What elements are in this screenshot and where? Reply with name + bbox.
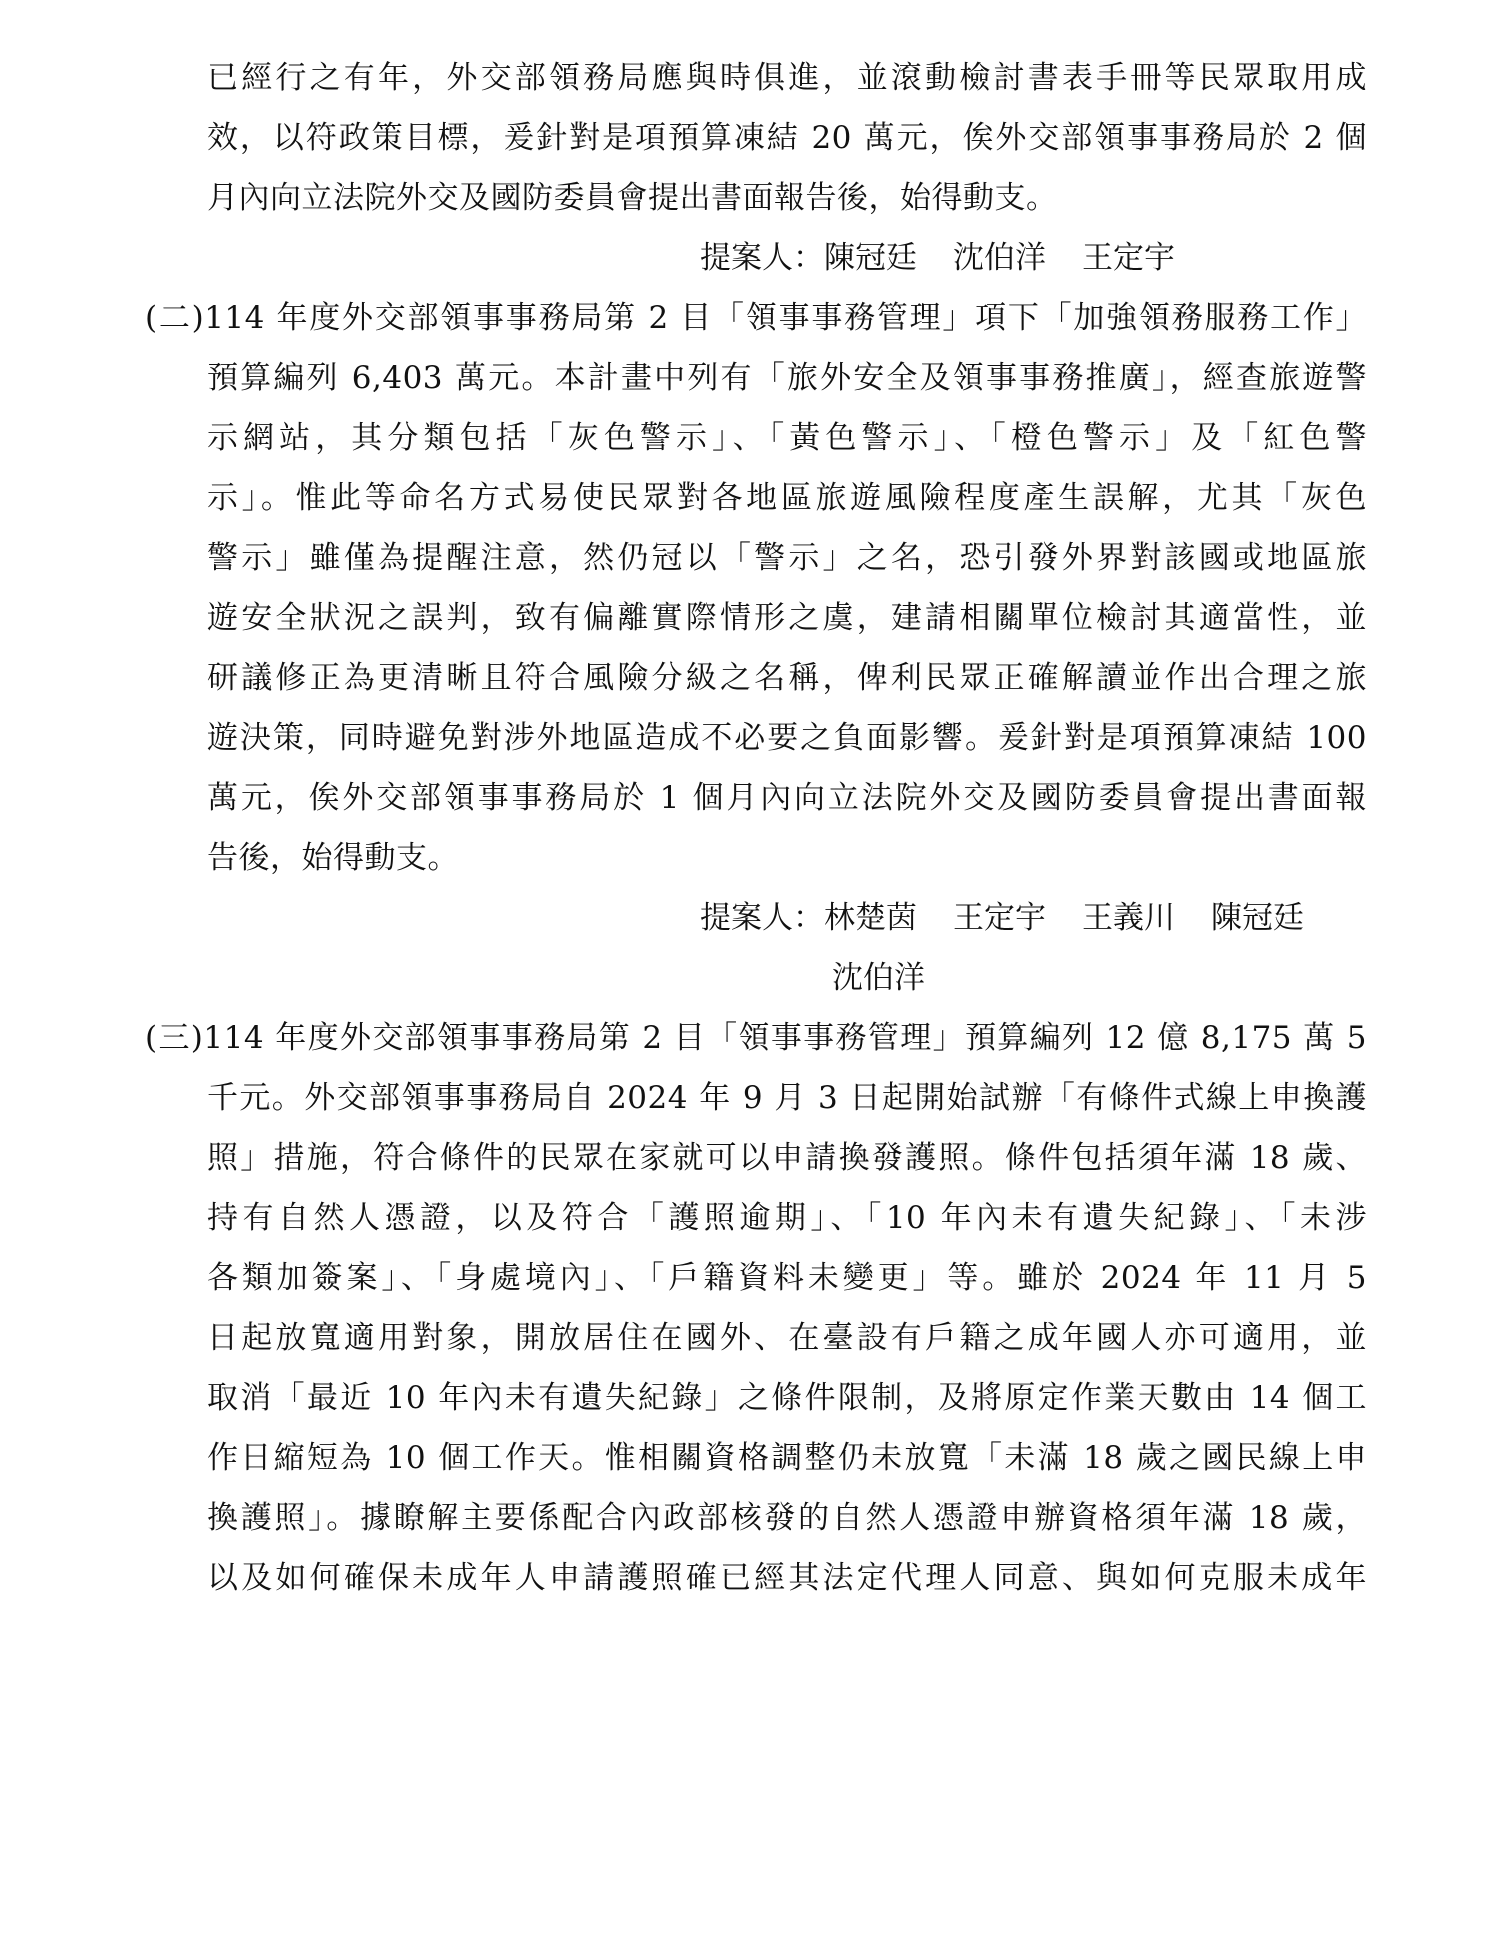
section2-line-4: 示」。惟此等命名方式易使民眾對各地區旅遊風險程度產生誤解，尤其「灰色 [207, 480, 1367, 516]
section3-line-2: 千元。外交部領事事務局自 2024 年 9 月 3 日起開始試辦「有條件式線上申換護 [207, 1080, 1367, 1116]
proposer-label: 提案人： [700, 900, 824, 936]
section3-line-5: 各類加簽案」、「身處境內」、「戶籍資料未變更」等。雖於 2024 年 11 月 5 [207, 1260, 1367, 1296]
proposer-name: 王義川 [1082, 900, 1175, 936]
proposer-name: 陳冠廷 [824, 240, 917, 276]
section2-line-8: 遊決策，同時避免對涉外地區造成不必要之負面影響。爰針對是項預算凍結 100 [207, 720, 1367, 756]
section3-line-3: 照」措施，符合條件的民眾在家就可以申請換發護照。條件包括須年滿 18 歲、 [207, 1140, 1367, 1176]
section3-line-4: 持有自然人憑證，以及符合「護照逾期」、「10 年內未有遺失紀錄」、「未涉 [207, 1200, 1367, 1236]
section3-line-9: 換護照」。據瞭解主要係配合內政部核發的自然人憑證申辦資格須年滿 18 歲， [207, 1500, 1367, 1536]
section1-proposer-line [700, 238, 1175, 278]
section2-line-7: 研議修正為更清晰且符合風險分級之名稱，俾利民眾正確解讀並作出合理之旅 [207, 660, 1367, 696]
section2-proposer-line-2 [832, 958, 925, 998]
section3-line-1: (三)114 年度外交部領事事務局第 2 目「領事事務管理」預算編列 12 億 8,175 萬 5 [145, 1020, 1367, 1056]
proposer-name: 沈伯洋 [953, 240, 1046, 276]
proposer-name: 林楚茵 [824, 900, 917, 936]
section2-proposer-line [700, 898, 1304, 938]
proposer-label: 提案人： [700, 240, 824, 276]
section2-line-3: 示網站，其分類包括「灰色警示」、「黃色警示」、「橙色警示」及「紅色警 [207, 420, 1367, 456]
section3-line-10: 以及如何確保未成年人申請護照確已經其法定代理人同意、與如何克服未成年 [207, 1560, 1367, 1596]
section2-line-5: 警示」雖僅為提醒注意，然仍冠以「警示」之名，恐引發外界對該國或地區旅 [207, 540, 1367, 576]
proposer-name: 陳冠廷 [1211, 900, 1304, 936]
section2-line-1: (二)114 年度外交部領事事務局第 2 目「領事事務管理」項下「加強領務服務工作」 [145, 300, 1367, 336]
section3-line-6: 日起放寬適用對象，開放居住在國外、在臺設有戶籍之成年國人亦可適用，並 [207, 1320, 1367, 1356]
section2-line-2: 預算編列 6,403 萬元。本計畫中列有「旅外安全及領事事務推廣」，經查旅遊警 [207, 360, 1367, 396]
section3-line-8: 作日縮短為 10 個工作天。惟相關資格調整仍未放寬「未滿 18 歲之國民線上申 [207, 1440, 1367, 1476]
section3-line-7: 取消「最近 10 年內未有遺失紀錄」之條件限制，及將原定作業天數由 14 個工 [207, 1380, 1367, 1416]
proposer-name: 沈伯洋 [832, 960, 925, 996]
section2-line-6: 遊安全狀況之誤判，致有偏離實際情形之虞，建請相關單位檢討其適當性，並 [207, 600, 1367, 636]
section1-line-3: 月內向立法院外交及國防委員會提出書面報告後，始得動支。 [207, 180, 1058, 216]
section2-line-10: 告後，始得動支。 [207, 840, 459, 876]
section2-line-9: 萬元，俟外交部領事事務局於 1 個月內向立法院外交及國防委員會提出書面報 [207, 780, 1367, 816]
proposer-name: 王定宇 [1082, 240, 1175, 276]
section1-line-2: 效，以符政策目標，爰針對是項預算凍結 20 萬元，俟外交部領事事務局於 2 個 [207, 120, 1367, 156]
proposer-name: 王定宇 [953, 900, 1046, 936]
section1-line-1: 已經行之有年，外交部領務局應與時俱進，並滾動檢討書表手冊等民眾取用成 [207, 60, 1367, 96]
